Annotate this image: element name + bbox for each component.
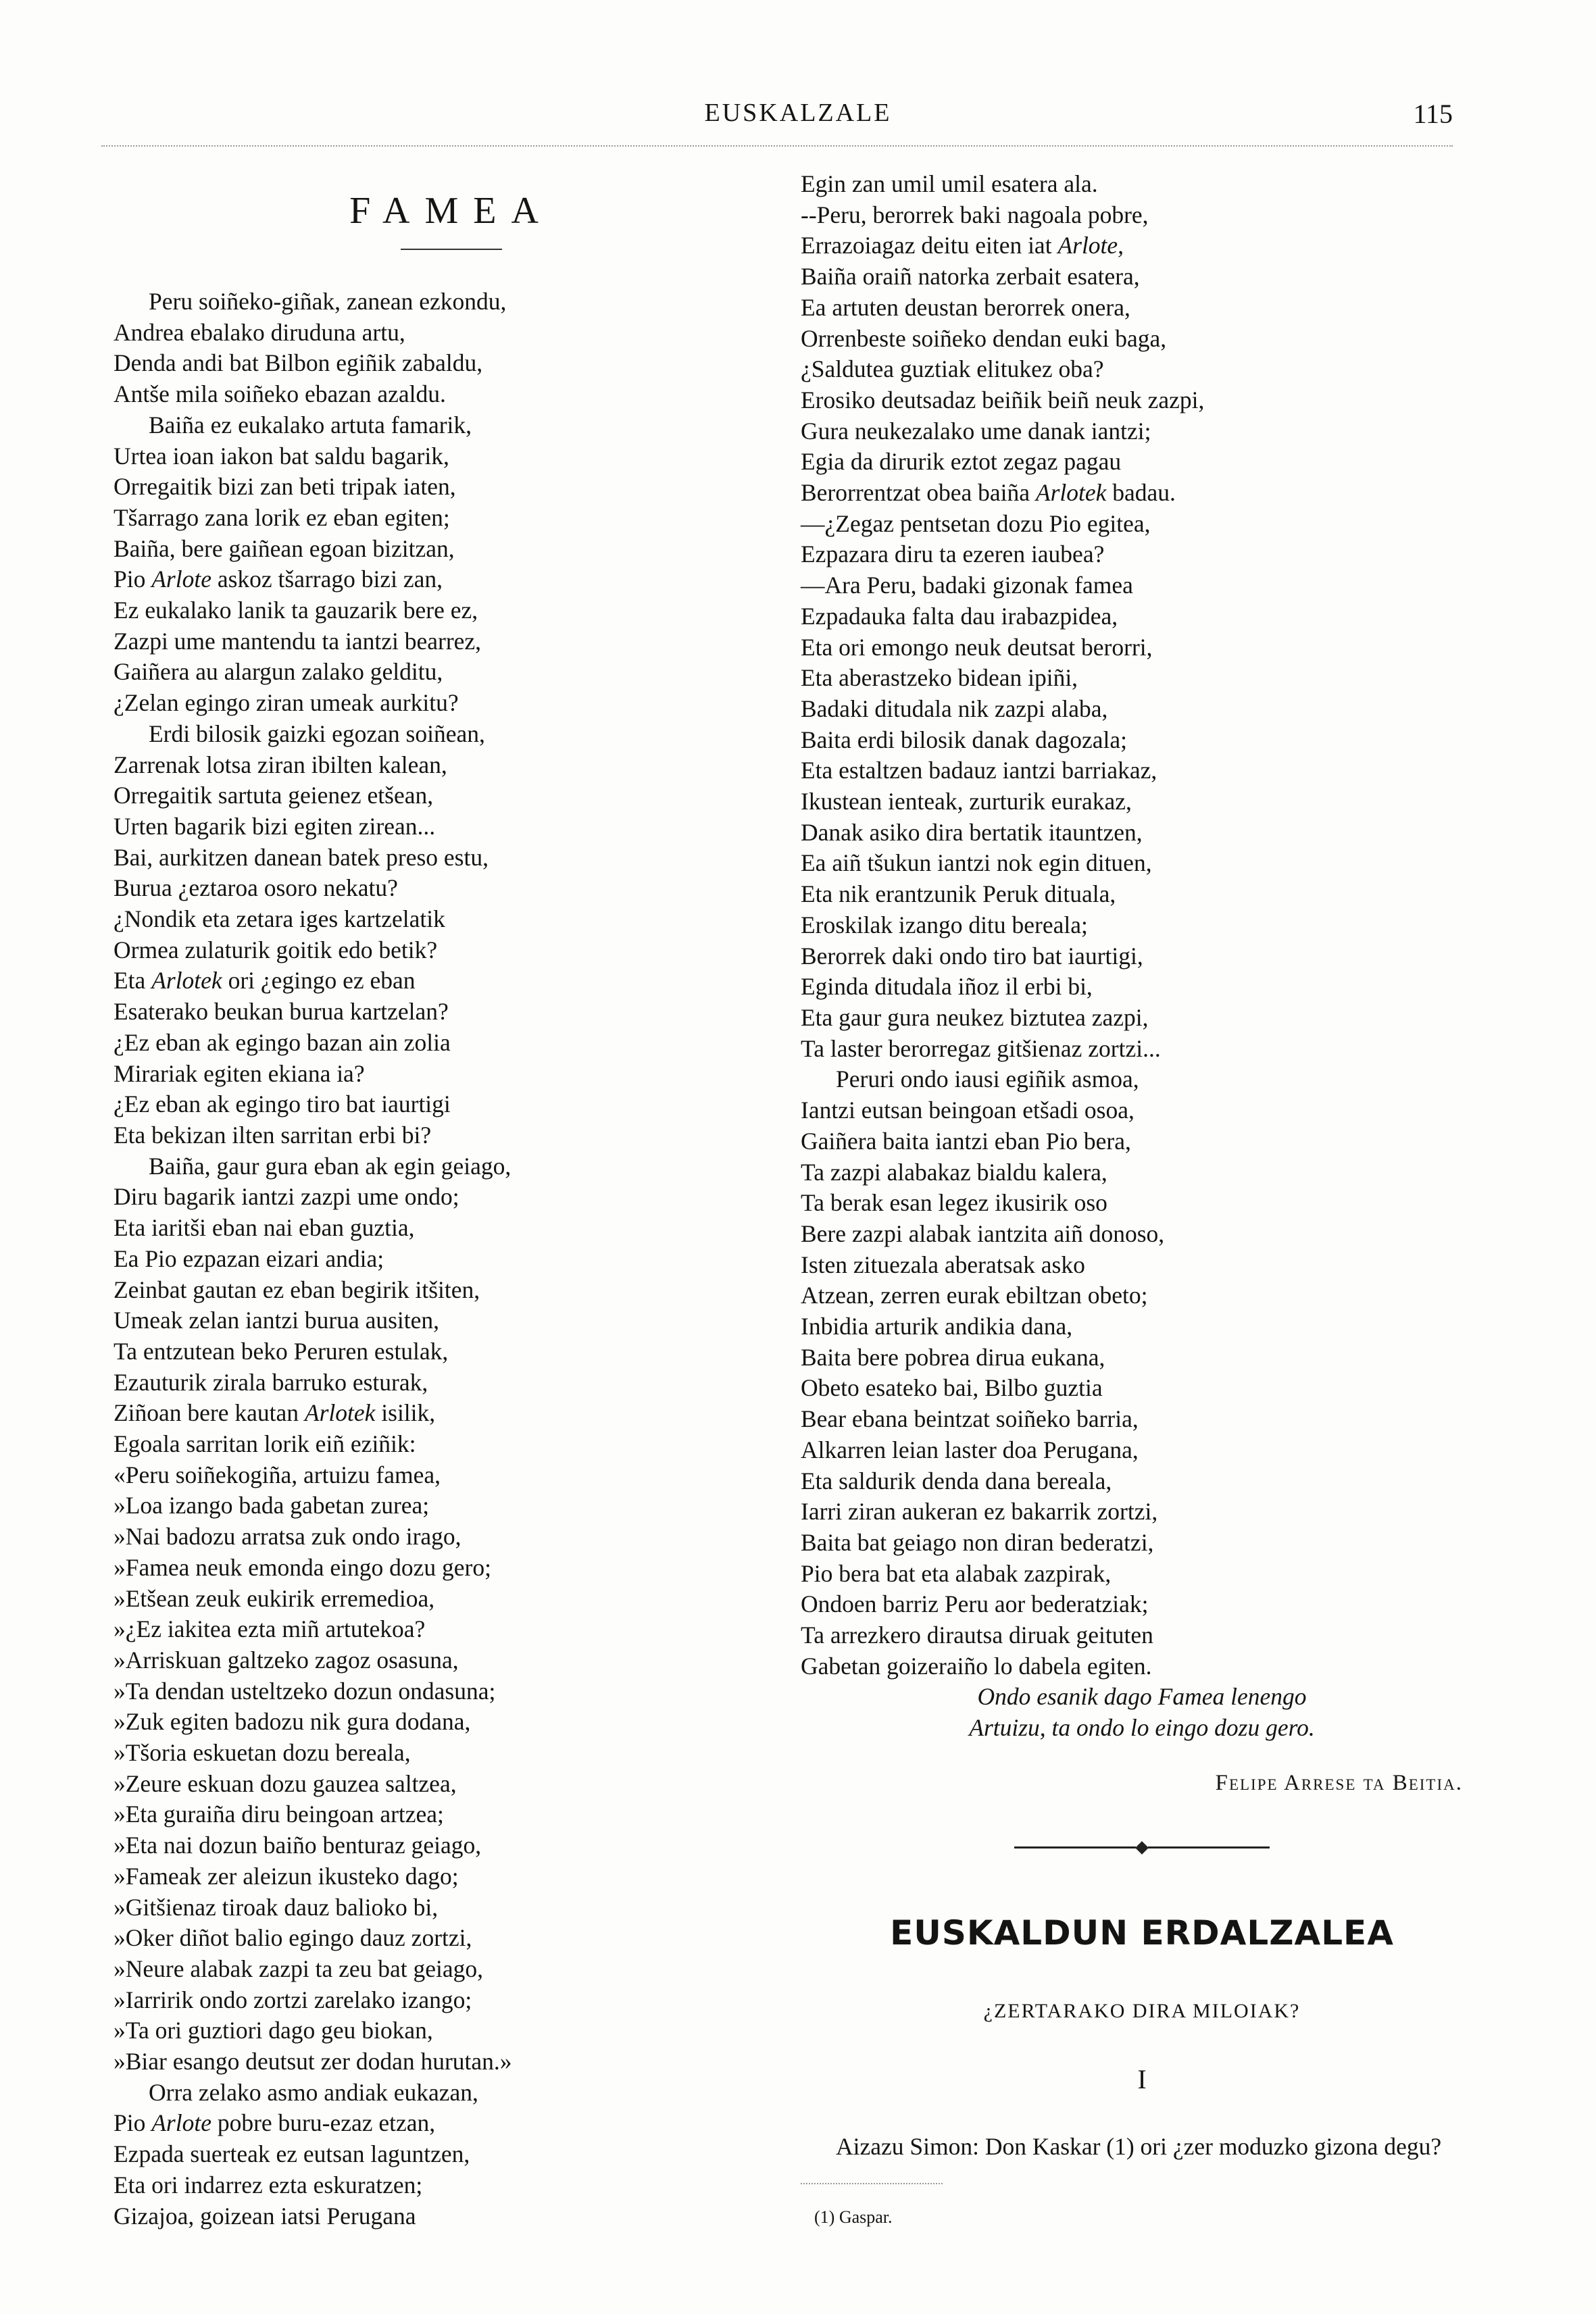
poem-line: Baiña, bere gaiñean egoan bizitzan,: [114, 534, 455, 562]
poem-line: »Ta dendan usteltzeko dozun ondasuna;: [114, 1677, 496, 1705]
poem-line: ¿Ez eban ak egingo bazan ain zolia: [114, 1028, 451, 1056]
poem-line-segment: isilik,: [375, 1399, 436, 1427]
poem-line: ¿Saldutea guztiak elitukez oba?: [801, 355, 1104, 383]
poem-title: FAMEA: [349, 190, 553, 232]
poem-line: Baiña, gaur gura eban ak egin geiago,: [149, 1152, 512, 1180]
poem-line: Diru bagarik iantzi zazpi ume ondo;: [114, 1183, 459, 1211]
poem-line-segment: pobre buru-ezaz etzan,: [211, 2109, 436, 2137]
page-number: 115: [1413, 99, 1453, 129]
poem-line-segment: Arlotek: [151, 967, 222, 995]
poem-line: »Arriskuan galtzeko zagoz osasuna,: [114, 1646, 459, 1674]
poem-line: Peruri ondo iausi egiñik asmoa,: [836, 1065, 1139, 1093]
poem-line: Bere zazpi alabak iantzita aiñ donoso,: [801, 1219, 1165, 1247]
poem-line: Eta saldurik denda dana bereala,: [801, 1467, 1112, 1494]
poem-line: »Fameak zer aleizun ikusteko dago;: [114, 1862, 459, 1890]
poem-line: Atzean, zerren eurak ebiltzan obeto;: [801, 1282, 1148, 1309]
poem-line: [801, 230, 1483, 261]
poem-line: »Eta guraiña diru beingoan artzea;: [114, 1801, 444, 1828]
poem-line: »¿Ez iakitea ezta miñ artutekoa?: [114, 1615, 426, 1643]
poem-line: Umeak zelan iantzi burua ausiten,: [114, 1307, 440, 1334]
poem-line: »Neure alabak zazpi ta zeu bat geiago,: [114, 1955, 483, 1982]
poem-line: --Peru, berorrek baki nagoala pobre,: [801, 201, 1149, 228]
poem-line: Ezpazara diru ta ezeren iaubea?: [801, 540, 1105, 568]
poem-line: Bear ebana beintzat soiñeko barria,: [801, 1405, 1139, 1433]
poem-line: Orregaitik bizi zan beti tripak iaten,: [114, 473, 456, 501]
poem-line: »Tšoria eskuetan dozu bereala,: [114, 1739, 411, 1767]
poem-line-segment: Arlote: [151, 565, 211, 593]
poem-line: —¿Zegaz pentsetan dozu Pio egitea,: [801, 509, 1151, 537]
poem-line: Baiña ez eukalako artuta famarik,: [149, 411, 472, 438]
poem-line: Urtea ioan iakon bat saldu bagarik,: [114, 442, 449, 470]
header-rule: [101, 145, 1453, 147]
poem-line: Eta ori indarrez ezta eskuratzen;: [114, 2171, 423, 2198]
running-head: [0, 98, 1596, 139]
poem-line: Ea aiñ tšukun iantzi nok egin dituen,: [801, 849, 1152, 877]
poem-line: Ez eukalako lanik ta gauzarik bere ez,: [114, 597, 478, 624]
poem-line-segment: Errazoiagaz deitu eiten iat: [801, 232, 1058, 259]
poem-line: Mirariak egiten ekiana ia?: [114, 1059, 365, 1087]
poem-line: Gaiñera baita iantzi eban Pio bera,: [801, 1127, 1131, 1155]
poem-line: Orregaitik sartuta geienez etšean,: [114, 782, 434, 809]
poem-line: Tšarrago zana lorik ez eban egiten;: [114, 503, 450, 531]
poem-line: [114, 965, 789, 997]
poem-lines-right: [801, 169, 1483, 1744]
poem-line: Iarri ziran aukeran ez bakarrik zortzi,: [801, 1498, 1158, 1526]
poem-line: Eta ori emongo neuk deutsat berorri,: [801, 633, 1153, 661]
poem-line-segment: Pio: [114, 565, 152, 593]
poem-line: Ezpadauka falta dau irabazpidea,: [801, 602, 1118, 630]
poem-line: Orra zelako asmo andiak eukazan,: [149, 2078, 478, 2106]
poem-line: Gura neukezalako ume danak iantzi;: [801, 417, 1151, 445]
poem-line: Iantzi eutsan beingoan etšadi osoa,: [801, 1097, 1134, 1124]
poem-line-segment: Arlotek: [1035, 479, 1107, 507]
poem-line: [114, 564, 789, 595]
poem-line: ¿Ez eban ak egingo tiro bat iaurtigi: [114, 1090, 451, 1118]
poem-line: Eta estaltzen badauz iantzi barriakaz,: [801, 757, 1157, 784]
poem-line: Pio bera bat eta alabak zazpirak,: [801, 1559, 1112, 1587]
poem-line: Ormea zulaturik goitik edo betik?: [114, 936, 438, 963]
poem-line: ¿Nondik eta zetara iges kartzelatik: [114, 905, 445, 933]
poem-line: »Loa izango bada gabetan zurea;: [114, 1492, 430, 1519]
poem-line: Baita bat geiago non diran bederatzi,: [801, 1528, 1154, 1556]
right-column: [801, 169, 1483, 2228]
poem-line: Ezauturik zirala barruko esturak,: [114, 1368, 428, 1396]
poem-line-segment: askoz tšarrago bizi zan,: [211, 565, 443, 593]
poem-line: Baita erdi bilosik danak dagozala;: [801, 726, 1128, 753]
poem-line: Orrenbeste soiñeko dendan euki baga,: [801, 324, 1167, 352]
poem-line-segment: Eta: [114, 967, 152, 995]
poem-line: »Etšean zeuk eukirik erremedioa,: [114, 1584, 435, 1612]
poem-line: «Peru soiñekogiña, artuizu famea,: [114, 1461, 441, 1488]
poem-line: Eginda ditudala iñoz il erbi bi,: [801, 973, 1093, 1001]
poem-line: Bai, aurkitzen danean batek preso estu,: [114, 843, 489, 871]
poem-line: »Ta ori guztiori dago geu biokan,: [114, 2017, 433, 2044]
journal-name: EUSKALZALE: [704, 99, 892, 127]
poem-line: Zazpi ume mantendu ta iantzi bearrez,: [114, 627, 482, 655]
poem-line: Danak asiko dira bertatik itauntzen,: [801, 818, 1143, 846]
poem-line-segment: Pio: [114, 2109, 152, 2137]
poem-signature: Felipe Arrese ta Beitia.: [1215, 1770, 1463, 1795]
poem-line-segment: Arlote: [151, 2109, 211, 2137]
poem-line: Urten bagarik bizi egiten zirean...: [114, 812, 436, 840]
ornament-divider: [801, 1843, 1483, 1853]
article-subtitle: ¿ZERTARAKO DIRA MILOIAK?: [983, 1999, 1301, 2022]
poem-line: Esaterako beukan burua kartzelan?: [114, 998, 449, 1026]
poem-line: »Gitšienaz tiroak dauz balioko bi,: [114, 1893, 439, 1921]
poem-line: Ezpada suerteak ez eutsan laguntzen,: [114, 2140, 470, 2168]
poem-line: »Nai badozu arratsa zuk ondo irago,: [114, 1523, 462, 1551]
ornament-diamond: [1135, 1841, 1149, 1855]
poem-line: Peru soiñeko-giñak, zanean ezkondu,: [149, 288, 507, 315]
footnote: (1) Gaspar.: [814, 2207, 893, 2227]
poem-line: »Zeure eskuan dozu gauzea saltzea,: [114, 1769, 457, 1797]
poem-line: Ondo esanik dago Famea lenengo: [977, 1683, 1307, 1711]
poem-line: Eta nik erantzunik Peruk dituala,: [801, 880, 1116, 908]
poem-line-segment: Arlote,: [1057, 232, 1124, 259]
poem-line: Isten zituezala aberatsak asko: [801, 1251, 1085, 1278]
poem-line: Baita bere pobrea dirua eukana,: [801, 1343, 1105, 1371]
poem-line: [114, 2108, 789, 2139]
poem-line-segment: Berorrentzat obea baiña: [801, 479, 1036, 507]
poem-line: »Iarririk ondo zortzi zarelako izango;: [114, 1986, 472, 2013]
poem-line: Egin zan umil umil esatera ala.: [801, 170, 1098, 197]
poem-line: Antše mila soiñeko ebazan azaldu.: [114, 380, 446, 408]
poem-line: Ta arrezkero dirautsa diruak geituten: [801, 1621, 1153, 1649]
poem-line: Artuizu, ta ondo lo eingo dozu gero.: [969, 1714, 1315, 1742]
poem-line: Zarrenak lotsa ziran ibilten kalean,: [114, 751, 447, 778]
poem-line: Ta berak esan legez ikusirik oso: [801, 1189, 1107, 1217]
poem-line: Ta entzutean beko Peruren estulak,: [114, 1337, 449, 1365]
poem-line-segment: ori ¿egingo ez eban: [222, 967, 416, 995]
poem-line-segment: Ziñoan bere kautan: [114, 1399, 305, 1427]
poem-line: Egoala sarritan lorik eiñ eziñik:: [114, 1430, 416, 1458]
poem-line: Eta gaur gura neukez biztutea zazpi,: [801, 1003, 1149, 1031]
poem-line: Zeinbat gautan ez eban begirik itšiten,: [114, 1276, 480, 1303]
ornament-bar-right: [1148, 1846, 1270, 1848]
poem-line: Berorrek daki ondo tiro bat iaurtigi,: [801, 942, 1143, 970]
poem-line: Burua ¿eztaroa osoro nekatu?: [114, 874, 398, 902]
poem-line: [801, 478, 1483, 509]
section-number: I: [1137, 2063, 1147, 2094]
poem-line: Eta bekizan ilten sarritan erbi bi?: [114, 1121, 432, 1149]
left-column: [114, 169, 789, 2232]
poem-line: Erosiko deutsadaz beiñik beiñ neuk zazpi,: [801, 386, 1205, 413]
poem-line: Ikustean ienteak, zurturik eurakaz,: [801, 788, 1132, 815]
poem-line: [114, 1398, 789, 1429]
poem-line: »Zuk egiten badozu nik gura dodana,: [114, 1708, 471, 1736]
poem-line: Erdi bilosik gaizki egozan soiñean,: [149, 720, 485, 747]
poem-line: Egia da dirurik eztot zegaz pagau: [801, 448, 1122, 476]
poem-line: Ta laster berorregaz gitšienaz zortzi...: [801, 1034, 1161, 1062]
poem-line: Denda andi bat Bilbon egiñik zabaldu,: [114, 349, 483, 377]
article-title: EUSKALDUN ERDALZALEA: [890, 1913, 1394, 1953]
poem-line: Ta zazpi alabakaz bialdu kalera,: [801, 1158, 1107, 1186]
footnote-rule: [801, 2183, 943, 2184]
ornament-bar-left: [1014, 1846, 1136, 1848]
poem-line-segment: badau.: [1106, 479, 1176, 507]
poem-line: Ea artuten deustan berorrek onera,: [801, 293, 1130, 321]
poem-line: Baiña oraiñ natorka zerbait esatera,: [801, 263, 1140, 291]
poem-line: Obeto esateko bai, Bilbo guztia: [801, 1374, 1103, 1402]
poem-line: ¿Zelan egingo ziran umeak aurkitu?: [114, 689, 459, 717]
poem-line: Ondoen barriz Peru aor bederatziak;: [801, 1590, 1149, 1618]
poem-line: Gabetan goizeraiño lo dabela egiten.: [801, 1652, 1152, 1680]
poem-line: »Famea neuk emonda eingo dozu gero;: [114, 1553, 491, 1581]
poem-line: Eta iaritši eban nai eban guztia,: [114, 1214, 415, 1242]
poem-line: Gizajoa, goizean iatsi Perugana: [114, 2202, 416, 2230]
poem-lines-left: [114, 286, 789, 2232]
poem-line: Andrea ebalako diruduna artu,: [114, 318, 405, 346]
poem-line: »Oker diñot balio egingo dauz zortzi,: [114, 1924, 472, 1952]
poem-line: Alkarren leian laster doa Perugana,: [801, 1436, 1139, 1463]
poem-line: Inbidia arturik andikia dana,: [801, 1313, 1073, 1340]
poem-line: Badaki ditudala nik zazpi alaba,: [801, 695, 1108, 722]
title-rule: [401, 249, 502, 250]
poem-line: »Eta nai dozun baiño benturaz geiago,: [114, 1832, 482, 1859]
poem-line-segment: Arlotek: [304, 1399, 376, 1427]
poem-line: Eroskilak izango ditu bereala;: [801, 911, 1088, 938]
article-paragraph: Aizazu Simon: Don Kaskar (1) ori ¿zer moduzko gizona degu?: [836, 2132, 1442, 2160]
poem-line: Ea Pio ezpazan eizari andia;: [114, 1244, 384, 1272]
poem-line: —Ara Peru, badaki gizonak famea: [801, 572, 1133, 599]
poem-line: »Biar esango deutsut zer dodan hurutan.»: [114, 2048, 512, 2076]
poem-line: Eta aberastzeko bidean ipiñi,: [801, 664, 1078, 692]
poem-line: Gaiñera au alargun zalako gelditu,: [114, 658, 443, 686]
